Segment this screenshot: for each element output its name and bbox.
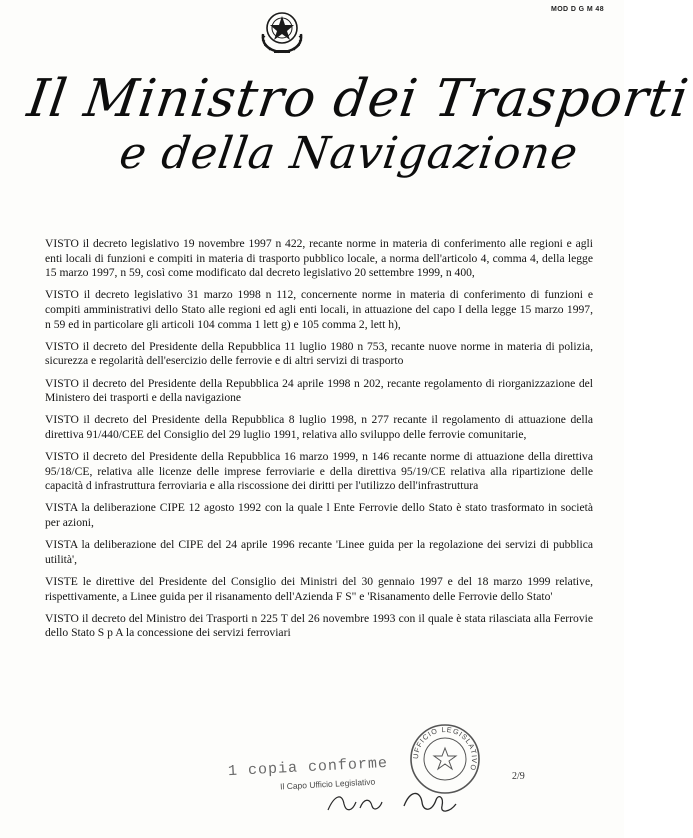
paragraph-visto-dpr-202: VISTO il decreto del Presidente della Repubblica 24 aprile 1998 n 202, recante regolamento di riorganizzazione del Ministero dei trasporti e della navigazione xyxy=(45,376,593,405)
paragraph-visto-dlgs-112: VISTO il decreto legislativo 31 marzo 1998 n 112, concernente norme in materia di conferimento di funzioni e compiti amministrativi dello Stato alle regioni ed agli enti locali, in attuazione del capo I della legge 15 marzo 1997, n 59 ed in particolare gli articoli 104 comma 1 lett g) e 105 comma 2, lett h), xyxy=(45,288,593,331)
paragraph-vista-cipe-1992: VISTA la deliberazione CIPE 12 agosto 1992 con la quale l Ente Ferrovie dello Stato è stato trasformato in società per azioni, xyxy=(45,501,593,530)
handwritten-signature xyxy=(322,782,462,822)
document-body xyxy=(45,237,593,649)
certifying-office-label: Il Capo Ufficio Legislativo xyxy=(279,776,376,792)
page-number: 2/9 xyxy=(512,771,525,782)
italian-republic-emblem-icon xyxy=(257,4,307,56)
ministry-heading xyxy=(23,69,693,180)
heading-line-2: e della Navigazione xyxy=(116,128,582,179)
paragraph-visto-dpr-753: VISTO il decreto del Presidente della Repubblica 11 luglio 1980 n 753, recante nuove norme in materia di polizia, sicurezza e regolarità dell'esercizio delle ferrovie e di altri servizi di trasporto xyxy=(45,339,593,368)
paragraph-vista-cipe-1996: VISTA la deliberazione del CIPE del 24 aprile 1996 recante 'Linee guida per la regolazione dei servizi di pubblica utilità', xyxy=(45,538,593,566)
paragraph-viste-direttive: VISTE le direttive del Presidente del Consiglio dei Ministri del 30 gennaio 1997 e del 18 marzo 1999 relative, rispettivamente, a Linee guida per il risanamento dell'Azienda F S" e 'Risanamento delle Ferrovie dello Stato' xyxy=(45,575,593,603)
paragraph-visto-dpr-277: VISTO il decreto del Presidente della Repubblica 8 luglio 1998, n 277 recante il regolamento di attuazione della direttiva 91/440/CEE del Consiglio del 29 luglio 1991, relativa allo sviluppo delle ferrovie comunitarie, xyxy=(45,413,593,441)
paragraph-visto-dlgs-422: VISTO il decreto legislativo 19 novembre 1997 n 422, recante norme in materia di conferimento alle regioni e agli enti locali di funzioni e compiti in materia di trasporto pubblico locale, a norma dell'articolo 4, comma 4, della legge 15 marzo 1997, n 59, così come modificato dal decreto legislativo 20 settembre 1999, n 400, xyxy=(45,237,593,280)
seal-text: UFFICIO LEGISLATIVO xyxy=(410,724,480,773)
form-code: MOD D G M 48 xyxy=(550,6,604,13)
heading-line-1: Il Ministro dei Trasporti xyxy=(23,69,693,129)
certified-copy-stamp: 1 copia conforme xyxy=(227,754,389,781)
paragraph-visto-dpr-146: VISTO il decreto del Presidente della Repubblica 16 marzo 1999, n 146 recante norme di attuazione della direttiva 95/18/CE, relativa alle licenze delle imprese ferroviarie e della direttiva 95/19/CE relativa alla ripartizione delle capacità d infrastruttura ferroviaria e alla riscossione dei diritti per l'utilizzo dell'infrastruttura xyxy=(45,450,593,493)
paragraph-visto-dm-225t: VISTO il decreto del Ministro dei Trasporti n 225 T del 26 novembre 1993 con il quale è stata rilasciata alla Ferrovie dello Stato S p A la concessione dei servizi ferroviari xyxy=(45,611,593,640)
